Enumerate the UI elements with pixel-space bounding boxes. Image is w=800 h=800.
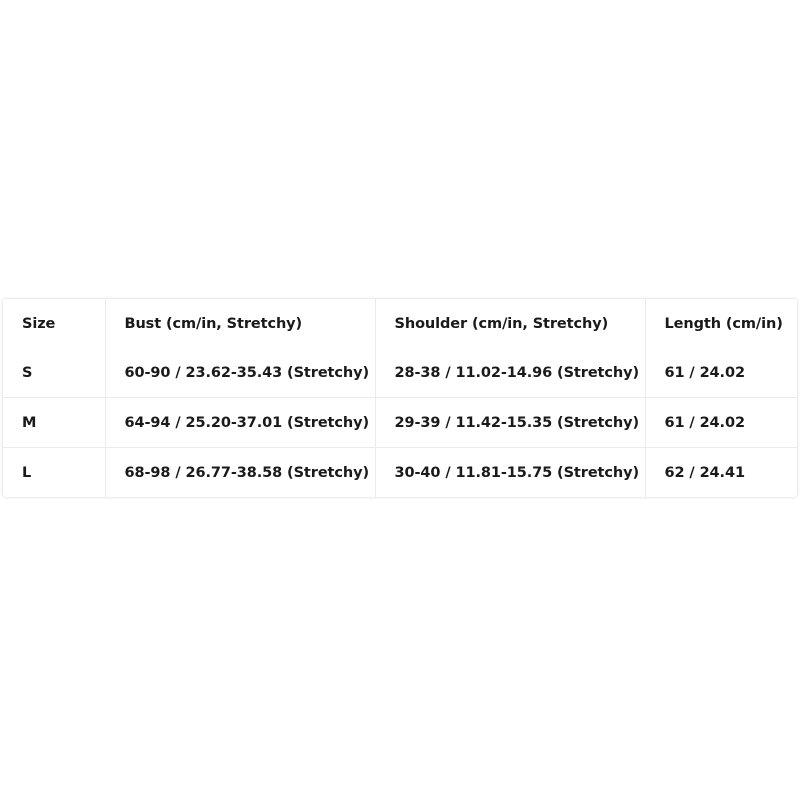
cell-length: 61 / 24.02 — [645, 398, 797, 448]
cell-bust: 68-98 / 26.77-38.58 (Stretchy) — [105, 448, 375, 498]
cell-bust: 60-90 / 23.62-35.43 (Stretchy) — [105, 348, 375, 398]
cell-length: 61 / 24.02 — [645, 348, 797, 398]
cell-bust: 64-94 / 25.20-37.01 (Stretchy) — [105, 398, 375, 448]
cell-shoulder: 29-39 / 11.42-15.35 (Stretchy) — [375, 398, 645, 448]
column-header-bust: Bust (cm/in, Stretchy) — [105, 299, 375, 348]
table-header-row — [3, 299, 797, 348]
size-chart-container — [3, 299, 797, 497]
cell-shoulder: 28-38 / 11.02-14.96 (Stretchy) — [375, 348, 645, 398]
cell-size: S — [22, 364, 33, 381]
table-row-m — [3, 398, 797, 448]
table-row-l — [3, 448, 797, 498]
size-chart-table — [3, 299, 797, 497]
cell-size: L — [3, 448, 105, 498]
cell-length: 62 / 24.41 — [645, 448, 797, 498]
cell-shoulder: 30-40 / 11.81-15.75 (Stretchy) — [375, 448, 645, 498]
column-header-size: Size — [22, 315, 56, 332]
table-row-s — [3, 348, 797, 398]
cell-size: M — [3, 398, 105, 448]
column-header-length: Length (cm/in) — [645, 299, 797, 348]
column-header-shoulder: Shoulder (cm/in, Stretchy) — [375, 299, 645, 348]
